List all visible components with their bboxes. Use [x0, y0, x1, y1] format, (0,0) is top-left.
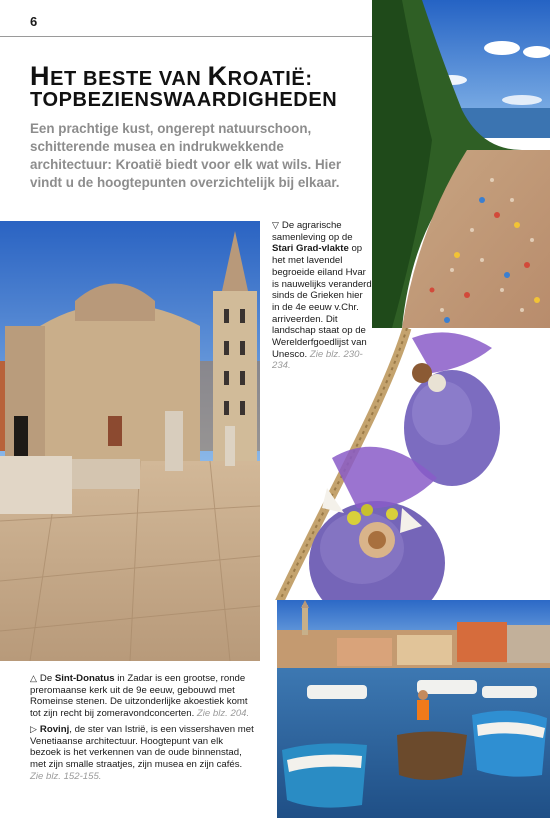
page-reference: Zie blz. 204. [196, 708, 250, 720]
caption-sint-donatus: △ De Sint-Donatus in Zadar is een grootse, ronde preromaanse kerk uit de 9e eeuw, gebouwd met Romeinse stenen. De uitzonderlijke akoestiek komt tot zijn recht bij zomeravondconcerten. Zie blz. 204. [30, 673, 250, 720]
triangle-down-icon: ▽ [272, 220, 279, 230]
page-title [30, 62, 370, 111]
triangle-up-icon: △ [30, 673, 37, 683]
intro-text: Een prachtige kust, ongerept natuurschoon, schitterende musea en indrukwekkende architectuur: Kroatië biedt voor elk wat wils. Hier vindt u de hoogtepunten overzichtelijk bij elkaar. [30, 121, 342, 191]
caption-stari-grad: ▽ De agrarische samenleving op de Stari Grad-vlakte op het met lavendel begroeide eiland Hvar is nauwelijks veranderd sinds de Grieken hier in de 4e eeuw v.Chr. arriveerden. Dit landschap staat op de Werelderfgoedlijst van Unesco. Zie blz. 230-234. [272, 220, 372, 372]
sint-donatus-photo [0, 221, 260, 661]
triangle-right-icon: ▷ [30, 724, 37, 734]
title-line-2: TOPBEZIENSWAARDIGHEDEN [30, 89, 338, 112]
rovinj-harbour-photo [277, 600, 550, 818]
page-number: 6 [30, 14, 38, 29]
title-line-1: HET BESTE VAN KROATIË: [30, 61, 313, 91]
caption-rovinj-keyword: Rovinj [39, 724, 70, 735]
caption-rovinj: ▷ Rovinj, de ster van Istrië, is een vissershaven met Venetiaanse architectuur. Hoogtepunt van elk bezoek is het verkennen van de oude binnenstad, met zijn smalle straatjes, zijn musea en zijn cafés. Zie blz. 152-155. [30, 724, 254, 782]
caption-stari-grad-keyword: Stari Grad-vlakte [272, 243, 349, 255]
caption-sint-donatus-keyword: Sint-Donatus [54, 673, 115, 684]
beach-photo [372, 0, 550, 328]
header-rule [0, 36, 372, 37]
page-reference: Zie blz. 230-234. [272, 348, 363, 372]
page-reference: Zie blz. 152-155. [30, 770, 102, 782]
